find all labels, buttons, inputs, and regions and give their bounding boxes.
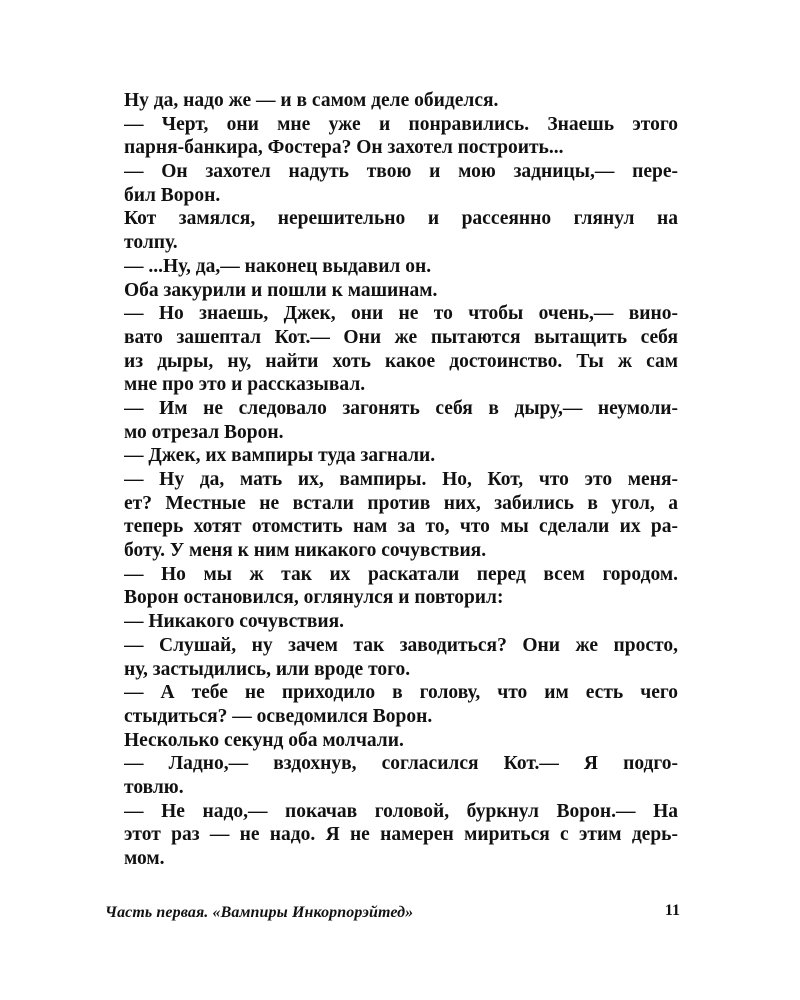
text-line: — Джек, их вампиры туда загнали. bbox=[124, 445, 436, 467]
text-line: парня-банкира, Фостера? Он захотел построить... bbox=[124, 137, 564, 159]
text-line: товлю. bbox=[124, 776, 184, 798]
text-line: вато зашептал Кот.— Они же пытаются вытащить себя bbox=[124, 326, 678, 348]
text-line: боту. У меня к ним никакого сочувствия. bbox=[124, 540, 487, 562]
text-line: — Но мы ж так их раскатали перед всем городом. bbox=[124, 563, 678, 585]
text-line: — Но знаешь, Джек, они не то чтобы очень,— вино- bbox=[124, 303, 678, 325]
text-line: — Ну да, мать их, вампиры. Но, Кот, что это меня- bbox=[124, 469, 678, 490]
text-line: — Черт, они мне уже и понравились. Знаешь этого bbox=[124, 113, 678, 135]
text-line: толпу. bbox=[124, 232, 178, 254]
text-line: бил Ворон. bbox=[124, 184, 221, 206]
text-line: стыдиться? — осведомился Ворон. bbox=[124, 705, 433, 727]
text-line: — Им не следовало загонять себя в дыру,— неумоли- bbox=[124, 397, 678, 419]
text-line: мо отрезал Ворон. bbox=[124, 421, 284, 443]
text-line: этот раз — не надо. Я не намерен мириться с этим дерь- bbox=[124, 824, 678, 846]
text-line: — Не надо,— покачав головой, буркнул Ворон.— На bbox=[124, 800, 678, 822]
text-line: мне про это и рассказывал. bbox=[124, 374, 366, 396]
text-line: — Слушай, ну зачем так заводиться? Они же просто, bbox=[124, 634, 678, 656]
text-line: Ворон остановился, оглянулся и повторил: bbox=[124, 587, 504, 609]
text-line: теперь хотят отомстить нам за то, что мы сделали их ра- bbox=[124, 516, 678, 538]
text-line: — Он захотел надуть твою и мою задницы,— пере- bbox=[124, 161, 678, 183]
text-line: из дыры, ну, найти хоть какое достоинство. Ты ж сам bbox=[124, 350, 678, 372]
text-line: — ...Ну, да,— наконец выдавил он. bbox=[124, 255, 432, 277]
text-line: ет? Местные не встали против них, забились в угол, а bbox=[124, 492, 678, 514]
page-footer bbox=[105, 898, 680, 928]
text-line: Кот замялся, нерешительно и рассеянно глянул на bbox=[124, 208, 678, 230]
text-line: мом. bbox=[124, 848, 165, 869]
text-line: — Ладно,— вздохнув, согласился Кот.— Я подго- bbox=[124, 753, 678, 775]
running-title: Часть первая. «Вампиры Инкорпорэйтед» bbox=[105, 904, 414, 921]
text-line: ну, застыдились, или вроде того. bbox=[124, 658, 411, 680]
text-line: Ну да, надо же — и в самом деле обиделся. bbox=[124, 90, 499, 111]
page-number: 11 bbox=[664, 902, 680, 919]
text-line: Оба закурили и пошли к машинам. bbox=[124, 279, 438, 301]
text-line: — А тебе не приходило в голову, что им есть чего bbox=[124, 682, 678, 704]
text-line: Несколько секунд оба молчали. bbox=[124, 729, 404, 751]
text-line: — Никакого сочувствия. bbox=[124, 611, 345, 633]
body-text bbox=[124, 89, 678, 871]
